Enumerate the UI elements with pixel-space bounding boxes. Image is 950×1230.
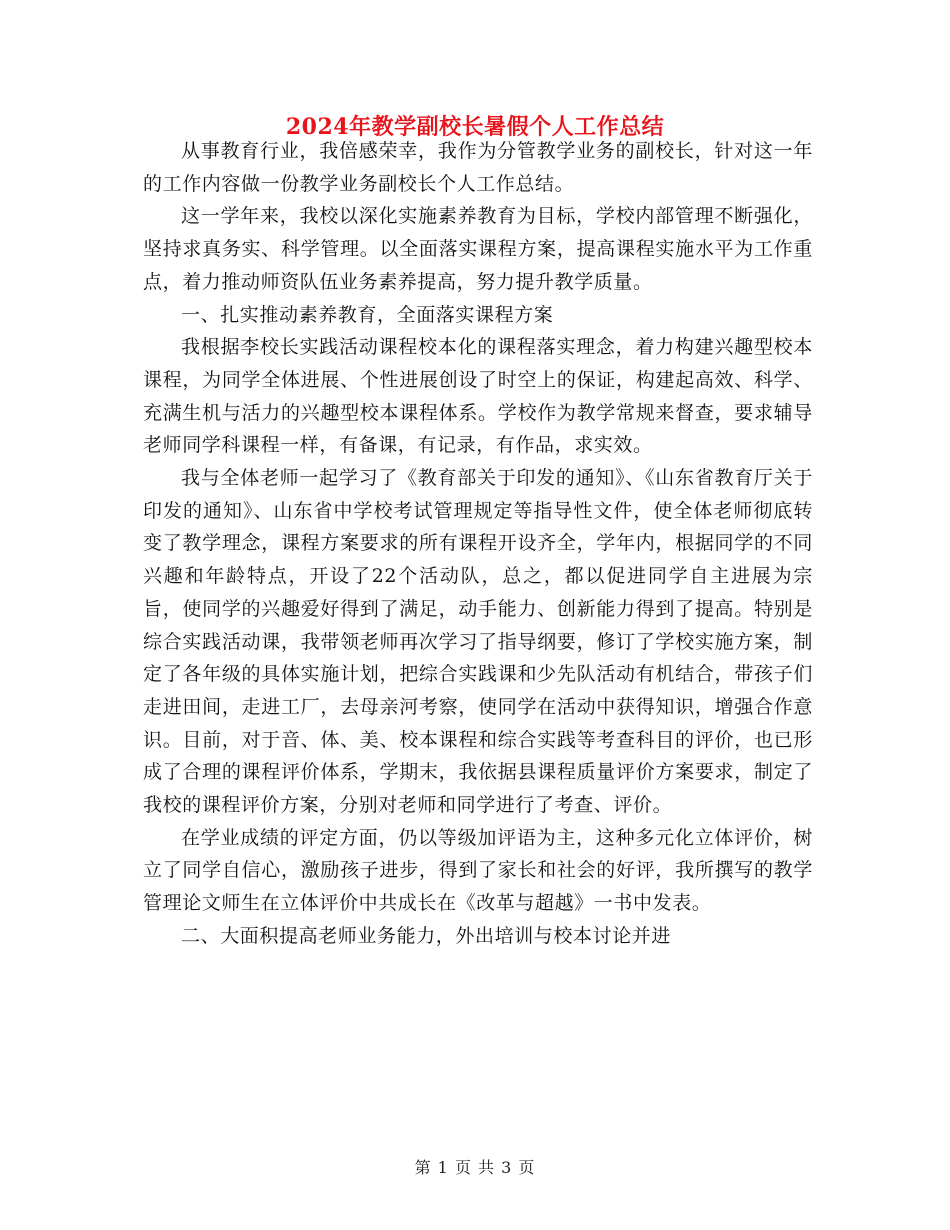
page-number-footer: 第 1 页 共 3 页 [414,1158,536,1177]
paragraph-intro: 从事教育行业，我倍感荣幸，我作为分管教学业务的副校长，针对这一年的工作内容做一份教学业务副校长个人工作总结。 [143,140,813,195]
paragraph-curriculum: 我根据李校长实践活动课程校本化的课程落实理念，着力构建兴趣型校本课程，为同学全体进展、个性进展创设了时空上的保证，构建起高效、科学、充满生机与活力的兴趣型校本课程体系。学校作为教学常规来督查，要求辅导老师同学科课程一样，有备课，有记录，有作品，求实效。 [143,336,813,457]
section-heading-1: 一、扎实推动素养教育，全面落实课程方案 [181,303,554,326]
paragraph-overview: 这一学年来，我校以深化实施素养教育为目标，学校内部管理不断强化，坚持求真务实、科学管理。以全面落实课程方案，提高课程实施水平为工作重点，着力推动师资队伍业务素养提高，努力提升教学质量。 [143,205,813,293]
document-title: 2024年教学副校长暑假个人工作总结 [285,114,665,140]
paragraph-evaluation: 在学业成绩的评定方面，仍以等级加评语为主，这种多元化立体评价，树立了同学自信心，激励孩子进步，得到了家长和社会的好评，我所撰写的教学管理论文师生在立体评价中共成长在《改革与超越》一书中发表。 [143,826,813,915]
paragraph-study: 我与全体老师一起学习了《教育部关于印发的通知》、《山东省教育厅关于印发的通知》、山东省中学校考试管理规定等指导性文件，使全体老师彻底转变了教学理念，课程方案要求的所有课程开设齐全，学年内，根据同学的不同兴趣和年龄特点，开设了22个活动队，总之，都以促进同学自主进展为宗旨，使同学的兴趣爱好得到了满足，动手能力、创新能力得到了提高。特别是综合实践活动课，我带领老师再次学习了指导纲要，修订了学校实施方案，制定了各年级的具体实施计划，把综合实践课和少先队活动有机结合，带孩子们走进田间，走进工厂，去母亲河考察，使同学在活动中获得知识，增强合作意识。目前，对于音、体、美、校本课程和综合实践等考查科目的评价，也已形成了合理的课程评价体系，学期末，我依据县课程质量评价方案要求，制定了我校的课程评价方案，分别对老师和同学进行了考查、评价。 [143,467,813,817]
section-heading-2: 二、大面积提高老师业务能力，外出培训与校本讨论并进 [181,924,672,947]
document-body [143,135,813,953]
